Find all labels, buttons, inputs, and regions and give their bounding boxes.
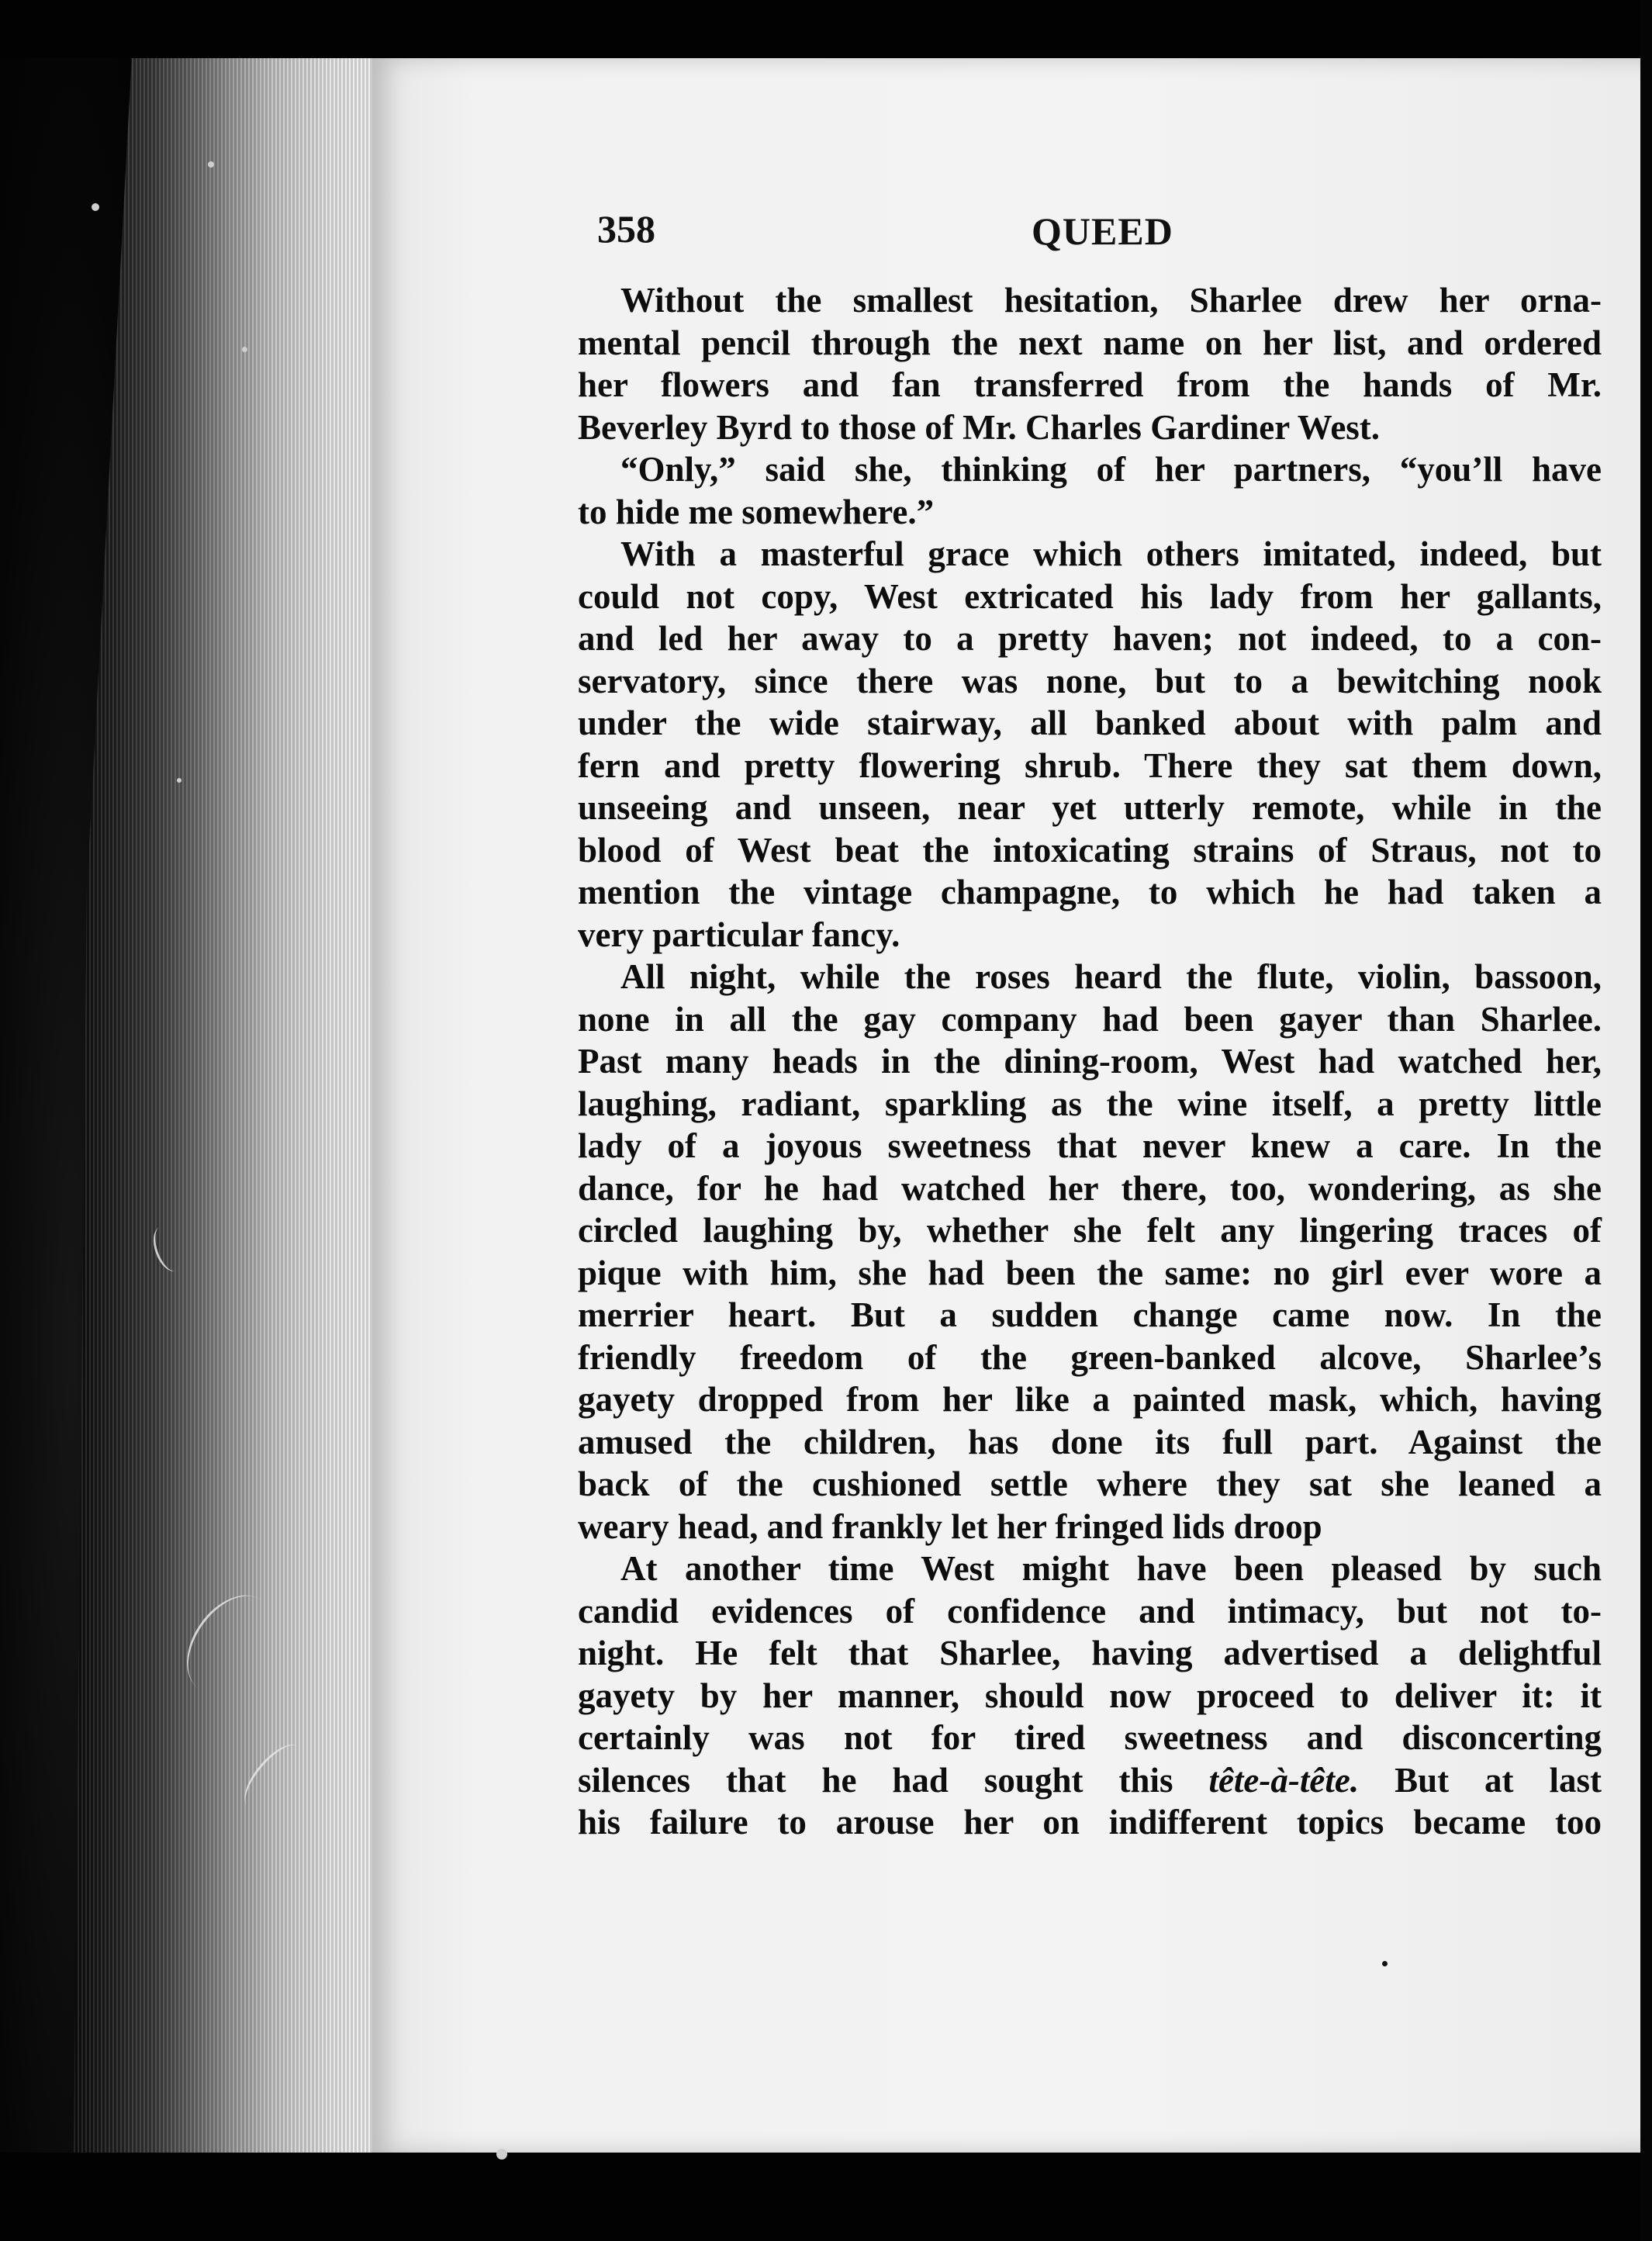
film-speck — [496, 2149, 507, 2160]
text-line: Beverley Byrd to those of Mr. Charles Gardiner West. — [578, 407, 1381, 447]
text-line: friendly freedom of the green-banked alcove, Sharlee’s — [578, 1337, 1602, 1377]
text-line: could not copy, West extricated his lady from her gallants, — [578, 576, 1602, 616]
text-line: his failure to arouse her on indifferent topics became too — [578, 1803, 1602, 1842]
film-speck — [242, 347, 247, 352]
text-line: circled laughing by, whether she felt any lingering traces of — [578, 1211, 1602, 1250]
film-speck — [177, 778, 181, 783]
film-speck — [1382, 1961, 1388, 1966]
text-line: her flowers and fan transferred from the hands of Mr. — [578, 365, 1602, 404]
text-line: With a masterful grace which others imitated, indeed, but — [620, 534, 1602, 573]
text-line: fern and pretty flowering shrub. There they sat them down, — [578, 745, 1602, 785]
text-line: certainly was not for tired sweetness and disconcerting — [578, 1718, 1602, 1757]
text-line: “Only,” said she, thinking of her partners, “you’ll have — [620, 450, 1602, 489]
text-line: Past many heads in the dining-room, West had watched her, — [578, 1042, 1602, 1081]
film-speck — [208, 161, 214, 168]
text-line: All night, while the roses heard the flute, violin, bassoon, — [620, 957, 1602, 996]
film-border-right — [1640, 0, 1652, 2241]
text-line: merrier heart. But a sudden change came now. In the — [578, 1295, 1602, 1334]
text-line: mental pencil through the next name on her list, and ordered — [578, 323, 1602, 362]
text-line: unseeing and unseen, near yet utterly remote, while in the — [578, 788, 1602, 827]
text-line: to hide me somewhere.” — [578, 492, 935, 531]
text-line: mention the vintage champagne, to which he had taken a — [578, 873, 1602, 911]
text-line: gayety dropped from her like a painted mask, which, having — [578, 1380, 1602, 1419]
film-speck — [92, 203, 99, 211]
text-line — [578, 1759, 1602, 1802]
text-segment: But at last — [1395, 1760, 1602, 1800]
film-border-top — [0, 0, 1652, 58]
running-head: QUEED — [1032, 209, 1173, 253]
text-line: laughing, radiant, sparkling as the wine itself, a pretty little — [578, 1084, 1602, 1123]
text-line: servatory, since there was none, but to a bewitching nook — [578, 661, 1602, 700]
text-line: back of the cushioned settle where they sat she leaned a — [578, 1465, 1602, 1503]
italic-phrase: tête-à-tête. — [1208, 1760, 1360, 1800]
text-line: and led her away to a pretty haven; not indeed, to a con- — [578, 619, 1602, 658]
text-line: under the wide stairway, all banked about with palm and — [578, 704, 1602, 742]
text-line: none in all the gay company had been gayer than Sharlee. — [578, 999, 1602, 1039]
page-edges — [74, 47, 399, 2156]
text-line: At another time West might have been pleased by such — [620, 1549, 1602, 1588]
text-line: candid evidences of confidence and intimacy, but not to- — [578, 1591, 1602, 1631]
text-line: amused the children, has done its full part. Against the — [578, 1422, 1602, 1461]
text-line: lady of a joyous sweetness that never knew a care. In the — [578, 1126, 1602, 1165]
text-line: very particular fancy. — [578, 915, 900, 954]
body-text — [578, 279, 1602, 1844]
text-line: blood of West beat the intoxicating strains of Straus, not to — [578, 830, 1602, 870]
text-line: gayety by her manner, should now proceed to deliver it: it — [578, 1676, 1602, 1715]
text-line: pique with him, she had been the same: no girl ever wore a — [578, 1253, 1602, 1292]
text-line: weary head, and frankly let her fringed lids droop — [578, 1506, 1322, 1546]
text-segment: silences that he had sought this — [578, 1760, 1173, 1800]
text-line: night. He felt that Sharlee, having advertised a delightful — [578, 1634, 1602, 1672]
page-number: 358 — [597, 207, 655, 251]
film-border-bottom — [0, 2153, 1652, 2241]
text-line: dance, for he had watched her there, too, wondering, as she — [578, 1168, 1602, 1208]
text-line: Without the smallest hesitation, Sharlee drew her orna- — [620, 281, 1602, 320]
